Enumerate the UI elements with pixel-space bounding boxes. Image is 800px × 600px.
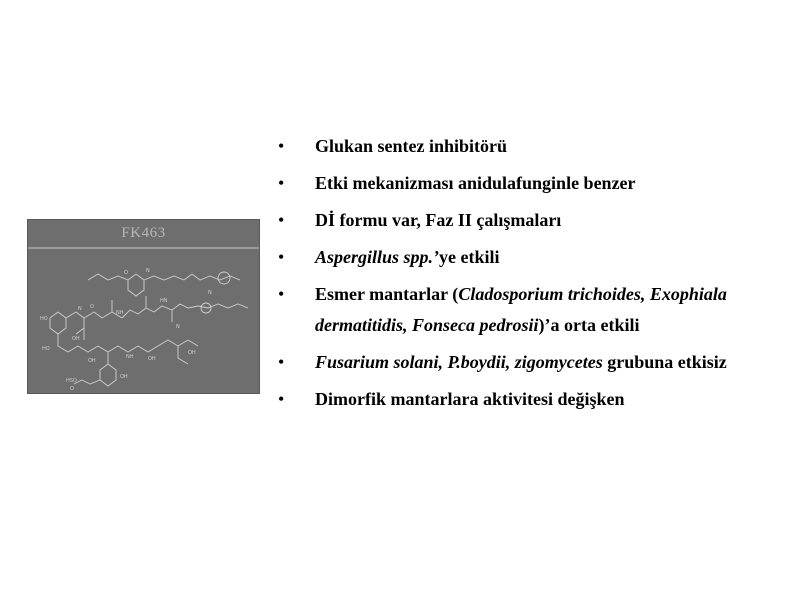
text-segment: Dİ formu var, Faz II çalışmaları: [315, 210, 562, 230]
bullet-symbol: •: [278, 210, 285, 230]
svg-text:OH: OH: [188, 350, 196, 356]
text-segment: Etki mekanizması anidulafunginle benzer: [315, 173, 636, 193]
bullet-symbol: •: [278, 284, 285, 304]
bullet-symbol: •: [278, 247, 285, 267]
bullet-text: [315, 284, 727, 335]
bullet-symbol: •: [278, 173, 285, 193]
molecule-diagram: [28, 250, 259, 393]
molecule-atom-labels: [40, 268, 212, 392]
bullet-item: [278, 279, 758, 341]
bullet-item: [278, 168, 758, 199]
svg-text:OH: OH: [148, 356, 156, 362]
bullet-text: [315, 136, 507, 156]
bullet-text: [315, 247, 500, 267]
text-segment: grubuna etkisiz: [602, 352, 727, 372]
bullet-text: [315, 210, 561, 230]
bullet-text: [315, 173, 636, 193]
svg-text:N: N: [78, 306, 82, 312]
figure-title: FK463: [121, 225, 166, 241]
svg-text:N: N: [176, 324, 180, 330]
bullet-item: [278, 131, 758, 162]
text-segment: Glukan sentez inhibitörü: [315, 136, 508, 156]
svg-text:O: O: [124, 270, 128, 276]
svg-text:HO: HO: [42, 346, 50, 352]
bullet-symbol: •: [278, 352, 285, 372]
svg-text:OH: OH: [72, 336, 80, 342]
svg-text:HSO: HSO: [66, 378, 77, 384]
bullet-item: [278, 384, 758, 415]
svg-text:N: N: [208, 290, 212, 296]
svg-text:O: O: [90, 304, 94, 310]
svg-text:NH: NH: [116, 310, 124, 316]
bullet-symbol: •: [278, 136, 285, 156]
text-segment: )’a orta etkili: [538, 315, 640, 335]
bullet-text: [315, 352, 727, 372]
svg-text:HN: HN: [160, 298, 168, 304]
bullet-text: [315, 389, 624, 409]
svg-text:OH: OH: [120, 374, 128, 380]
svg-text:HO: HO: [40, 316, 48, 322]
bullet-item: [278, 205, 758, 236]
svg-text:NH: NH: [126, 354, 134, 360]
text-segment: ye etkili: [439, 247, 500, 267]
chemical-structure-figure: [27, 219, 260, 394]
text-segment: Dimorfik mantarlara aktivitesi değişken: [315, 389, 625, 409]
text-segment: Esmer mantarlar (: [315, 284, 459, 304]
svg-text:N: N: [146, 268, 150, 274]
bullet-item: [278, 242, 758, 273]
molecule-bonds: [50, 272, 248, 386]
bullet-item: [278, 347, 758, 378]
bullet-symbol: •: [278, 389, 285, 409]
svg-text:OH: OH: [88, 358, 96, 364]
italic-segment: Cladosporium trichoides, Exophiala dermatitidis, Fonseca pedrosii: [315, 284, 727, 335]
italic-segment: Fusarium solani, P.boydii, zigomycetes: [315, 352, 603, 372]
italic-segment: Aspergillus spp.’: [315, 247, 440, 267]
bullet-list: [278, 131, 758, 421]
svg-text:O: O: [70, 386, 74, 392]
figure-divider: [28, 247, 259, 249]
